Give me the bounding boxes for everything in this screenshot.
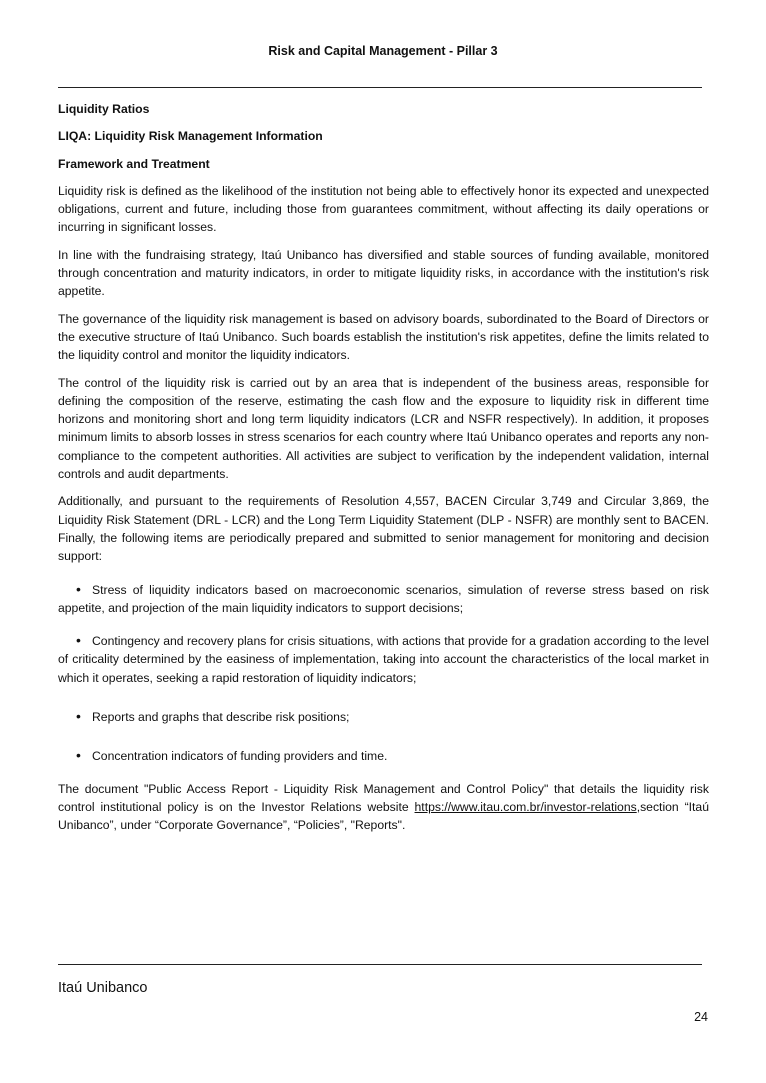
bullet-text: Reports and graphs that describe risk positions; [92, 710, 350, 725]
header-divider [58, 87, 702, 88]
paragraph: The governance of the liquidity risk management is based on advisory boards, subordinated to the Board of Directors or the executive structure of Itaú Unibanco. Such boards establish the institution's risk appetites, define the limits related to the liquidity control and monitor the liquidity indicators. [58, 311, 709, 363]
bullet-item [58, 707, 709, 726]
section-heading-liquidity-ratios: Liquidity Ratios [58, 102, 150, 116]
closing-paragraph [58, 780, 709, 835]
bullet-text: Stress of liquidity indicators based on macroeconomic scenarios, simulation of reverse stress based on risk appetite, and projection of the main liquidity indicators to support decisions; [58, 582, 709, 615]
closing-text-start: The document "Public Access Report - Liquidity Risk Management and Control Policy" that details the liquidity risk control institutional policy is on the Investor Relations website [58, 781, 709, 814]
section-heading-liqa: LIQA: Liquidity Risk Management Information [58, 129, 323, 144]
section-heading-framework: Framework and Treatment [58, 156, 210, 171]
closing-text-end: ,section “Itaú Unibanco”, under “Corporate Governance”, “Policies”, "Reports". [58, 799, 709, 833]
bullet-item [58, 746, 709, 765]
bullet-icon: • [76, 747, 81, 764]
paragraph: The control of the liquidity risk is carried out by an area that is independent of the business areas, responsible for defining the composition of the reserve, estimating the cash flow and the exposure to liquidity risk in different time horizons and monitoring short and long term liquidity indicators (LCR and NSFR respectively). In addition, it proposes minimum limits to absorb losses in stress scenarios for each country where Itaú Unibanco operates and reports any non-compliance to the competent authorities. All activities are subject to verification by the independent validation, internal controls and audit departments. [58, 375, 709, 482]
page-number: 24 [694, 1010, 708, 1024]
paragraph: Additionally, and pursuant to the requirements of Resolution 4,557, BACEN Circular 3,749 and Circular 3,869, the Liquidity Risk Statement (DRL - LCR) and the Long Term Liquidity Statement (DLP - NSFR) are monthly sent to BACEN. Finally, the following items are periodically prepared and submitted to senior management for monitoring and decision support: [58, 494, 709, 564]
footer-divider [58, 964, 702, 965]
paragraph: Liquidity risk is defined as the likelihood of the institution not being able to effectively honor its expected and unexpected obligations, current and future, including those from guarantees commitment, without affecting its daily operations or incurring in significant losses. [58, 183, 709, 235]
bullet-text: Concentration indicators of funding providers and time. [92, 749, 388, 764]
investor-relations-link[interactable]: https://www.itau.com.br/investor-relations [414, 799, 637, 814]
bullet-text: Contingency and recovery plans for crisis situations, with actions that provide for a gradation according to the level of criticality determined by the easiness of implementation, taking into account the characteristics of the local market in which it operates, seeking a rapid restoration of liquidity indicators; [58, 634, 709, 685]
paragraph: In line with the fundraising strategy, Itaú Unibanco has diversified and stable sources of funding available, monitored through concentration and maturity indicators, in order to mitigate liquidity risks, in accordance with the institution's risk appetite. [58, 247, 709, 299]
bullet-icon: • [76, 632, 81, 649]
bullet-item [58, 631, 709, 687]
bullet-icon: • [76, 708, 81, 725]
main-content [58, 100, 709, 844]
bullet-icon: • [76, 580, 81, 597]
footer-company: Itaú Unibanco [58, 980, 148, 996]
bullet-item [58, 580, 709, 618]
page-header-title: Risk and Capital Management - Pillar 3 [268, 44, 498, 58]
